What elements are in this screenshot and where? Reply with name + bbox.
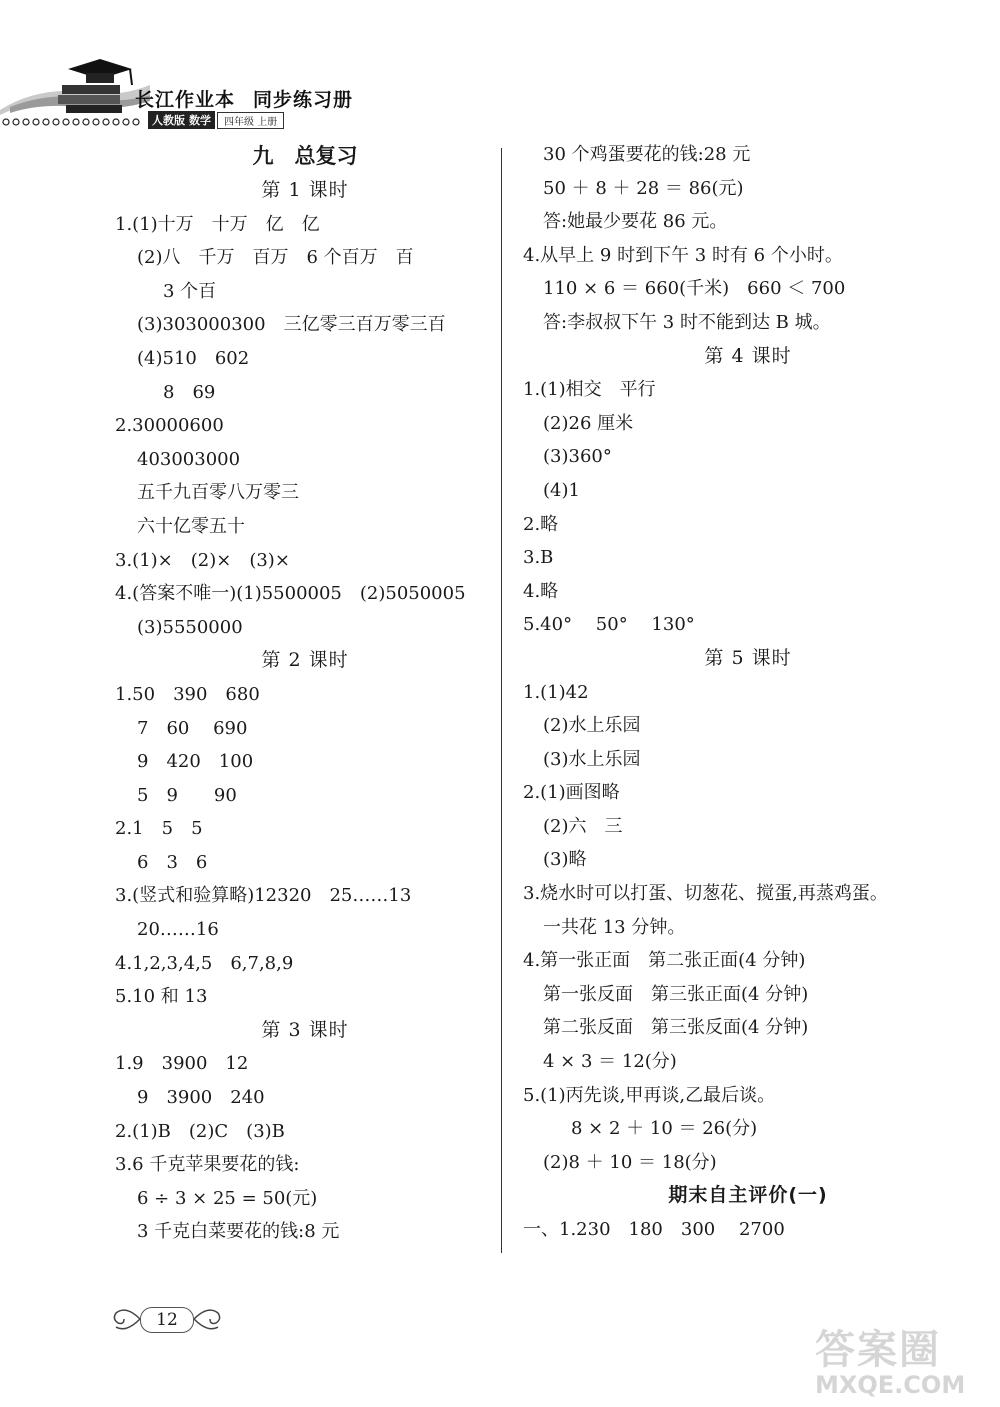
series-subtitle: 同步练习册 [253, 89, 354, 111]
answer-line: 4.(答案不唯一)(1)5500005 (2)5050005 [115, 583, 466, 605]
answer-subline: 答:李叔叔下午 3 时不能到达 B 城。 [543, 311, 831, 333]
answer-subline: (2)水上乐园 [543, 715, 641, 737]
answer-line: 1.(1)十万 十万 亿 亿 [115, 213, 320, 235]
section-heading: 第 1 课时 [261, 179, 349, 201]
answer-subline: 3 个百 [163, 280, 217, 302]
column-divider [501, 148, 502, 1253]
answer-line: 5.(1)丙先谈,甲再谈,乙最后谈。 [523, 1084, 776, 1106]
answer-subline: 20……16 [137, 919, 219, 941]
dotted-rule [0, 117, 150, 127]
answer-subline: (3)略 [543, 849, 587, 871]
answer-subline: 3 千克白菜要花的钱:8 元 [137, 1221, 340, 1243]
answer-line: 4.从早上 9 时到下午 3 时有 6 个小时。 [523, 244, 843, 266]
answer-subline: 8 69 [163, 381, 216, 403]
answer-subline: 110 × 6 ＝ 660(千米) 660 ＜ 700 [543, 278, 846, 300]
page-number: 12 [140, 1307, 194, 1333]
answer-subline: 答:她最少要花 86 元。 [543, 211, 728, 233]
answer-subline: (3)5550000 [137, 616, 243, 638]
books-cap-logo-icon [0, 55, 150, 117]
watermark [815, 1318, 995, 1398]
answer-line: 3.(竖式和验算略)12320 25……13 [115, 885, 412, 907]
answer-subline: 第一张反面 第三张正面(4 分钟) [543, 983, 809, 1005]
answer-subline: 7 60 690 [137, 717, 248, 739]
answer-subline: 六十亿零五十 [137, 515, 245, 537]
grade-label: 四年级 上册 [217, 112, 284, 129]
answer-subline: 8 × 2 ＋ 10 ＝ 26(分) [571, 1118, 758, 1140]
page-footer [112, 1303, 222, 1339]
answer-line: 4.第一张正面 第二张正面(4 分钟) [523, 950, 806, 972]
answer-subline: 5 9 90 [137, 784, 237, 806]
section-heading: 第 3 课时 [261, 1018, 349, 1041]
answer-line: 5.10 和 13 [115, 986, 208, 1008]
answer-subline: 第二张反面 第三张反面(4 分钟) [543, 1017, 809, 1039]
left-column [115, 138, 495, 1249]
answer-subline: (4)1 [543, 479, 580, 501]
answer-line: 1.50 390 680 [115, 683, 260, 705]
answer-subline: (3)360° [543, 446, 612, 468]
edition-label: 人教版 [148, 111, 189, 129]
answer-subline: 30 个鸡蛋要花的钱:28 元 [543, 144, 751, 165]
answer-subline: (4)510 602 [137, 347, 250, 369]
section-heading: 期末自主评价(一) [668, 1184, 828, 1207]
section-heading: 第 5 课时 [704, 646, 792, 669]
edition-bar [148, 112, 284, 128]
answer-subline: 一共花 13 分钟。 [543, 916, 686, 938]
answer-line: 4.略 [523, 580, 559, 602]
answer-subline: (3)303000300 三亿零三百万零三百 [137, 314, 446, 336]
series-name: 长江作业本 [135, 89, 236, 111]
page-header [0, 55, 360, 130]
answer-subline: 6 3 6 [137, 851, 208, 873]
section-heading: 第 2 课时 [261, 649, 349, 672]
answer-subline: (2)26 厘米 [543, 412, 634, 434]
answer-line: 2.略 [523, 513, 559, 535]
watermark-logo: 答案圈 [815, 1327, 941, 1373]
answer-line: 3.(1)× (2)× (3)× [115, 549, 290, 571]
answer-line: 一、1.230 180 300 2700 [523, 1219, 785, 1240]
answer-line: 5.40° 50° 130° [523, 614, 695, 636]
answer-subline: 五千九百零八万零三 [137, 482, 299, 504]
chapter-title: 九 总复习 [252, 143, 358, 168]
watermark-site: MXQE.COM [815, 1371, 966, 1399]
answer-line: 2.(1)B (2)C (3)B [115, 1120, 285, 1142]
answer-line: 2.(1)画图略 [523, 782, 620, 804]
answer-subline: 4 × 3 ＝ 12(分) [543, 1051, 677, 1073]
answer-subline: 9 3900 240 [137, 1087, 265, 1109]
answer-line: 1.(1)42 [523, 681, 589, 703]
answer-line: 3.烧水时可以打蛋、切葱花、搅蛋,再蒸鸡蛋。 [523, 883, 888, 905]
right-column [523, 138, 973, 1247]
answer-subline: (3)水上乐园 [543, 748, 641, 770]
subject-label: 数学 [189, 111, 215, 129]
answer-line: 1.(1)相交 平行 [523, 379, 656, 401]
answer-subline: 9 420 100 [137, 751, 254, 773]
answer-subline: 50 ＋ 8 ＋ 28 ＝ 86(元) [543, 177, 744, 199]
book-title [135, 85, 353, 112]
answer-subline: 403003000 [137, 448, 241, 470]
answer-subline: (2)八 千万 百万 6 个百万 百 [137, 247, 414, 269]
answer-subline: 6 ÷ 3 × 25 = 50(元) [137, 1187, 318, 1209]
answer-line: 2.30000600 [115, 415, 224, 437]
answer-line: 1.9 3900 12 [115, 1053, 249, 1075]
answer-subline: (2)六 三 [543, 815, 623, 837]
answer-subline: (2)8 ＋ 10 ＝ 18(分) [543, 1151, 717, 1173]
answer-line: 3.6 千克苹果要花的钱: [115, 1154, 300, 1176]
section-heading: 第 4 课时 [704, 344, 792, 367]
answer-line: 3.B [523, 547, 554, 569]
answer-line: 2.1 5 5 [115, 818, 203, 840]
answer-line: 4.1,2,3,4,5 6,7,8,9 [115, 952, 294, 974]
